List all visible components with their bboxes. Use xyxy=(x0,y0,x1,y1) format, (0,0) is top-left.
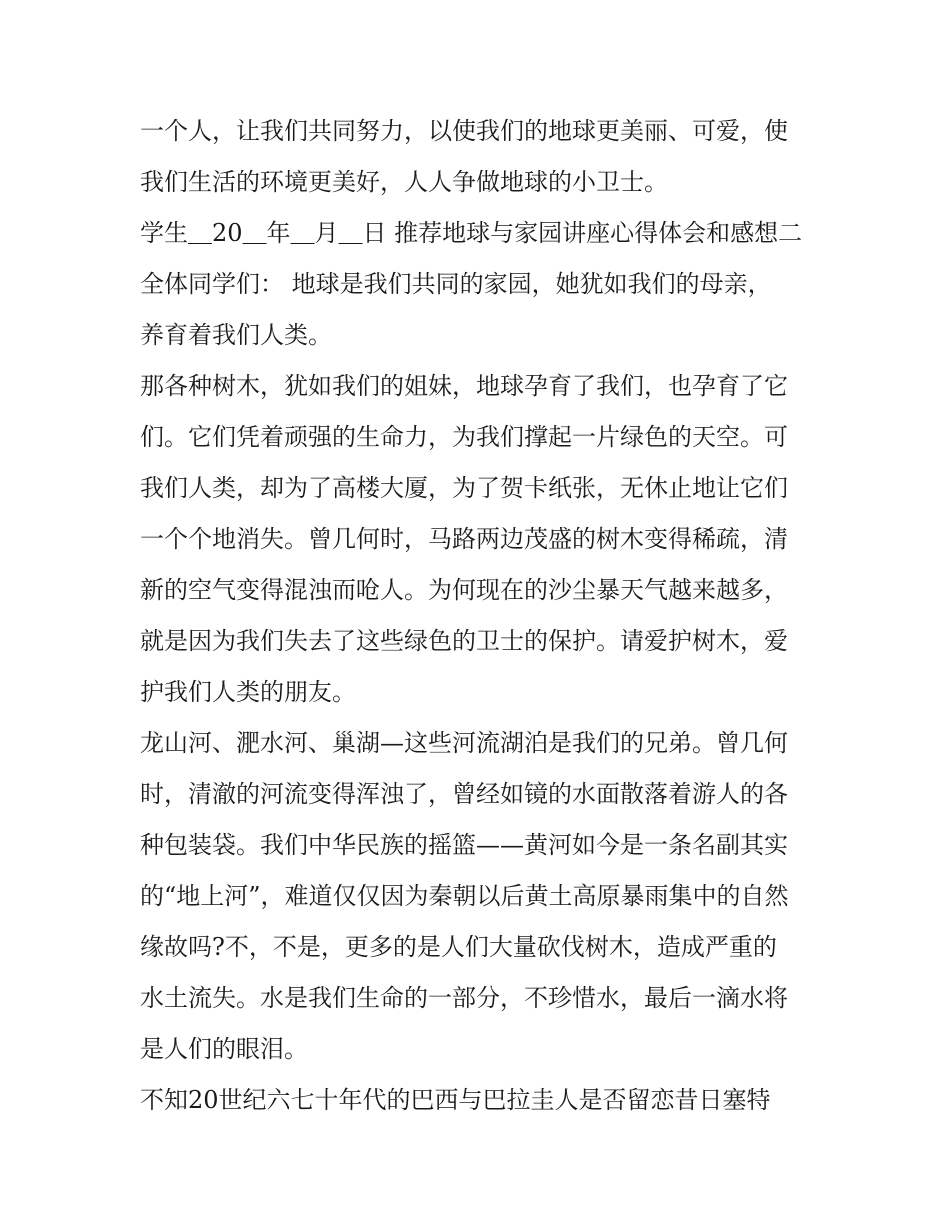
text-line: 是人们的眼泪。 xyxy=(140,1035,308,1063)
text-line: 新的空气变得混浊而呛人。为何现在的沙尘暴天气越来越多， xyxy=(140,576,788,604)
document-body xyxy=(140,108,820,1128)
paragraph-brazil xyxy=(140,1077,820,1128)
paragraph-signature-heading xyxy=(140,210,820,261)
text-line: 一个人，让我们共同努力，以使我们的地球更美丽、可爱，使 xyxy=(140,117,788,145)
text-line: 全体同学们： 地球是我们共同的家园，她犹如我们的母亲， xyxy=(140,270,772,298)
text-line: 养育着我们人类。 xyxy=(140,321,332,349)
paragraph-greeting xyxy=(140,261,820,363)
text-line: 那各种树木，犹如我们的姐妹，地球孕育了我们，也孕育了它 xyxy=(140,372,788,400)
text-line: 一个个地消失。曾几何时，马路两边茂盛的树木变得稀疏，清 xyxy=(140,525,788,553)
text-line: 不知20世纪六七十年代的巴西与巴拉圭人是否留恋昔日塞特 xyxy=(140,1086,771,1114)
text-line: 学生＿20＿年＿月＿日 推荐地球与家园讲座心得体会和感想二 xyxy=(140,219,803,247)
text-line: 的“地上河”，难道仅仅因为秦朝以后黄土高原暴雨集中的自然 xyxy=(140,882,789,910)
text-line: 水土流失。水是我们生命的一部分，不珍惜水，最后一滴水将 xyxy=(140,984,788,1012)
text-line: 缘故吗?不，不是，更多的是人们大量砍伐树木，造成严重的 xyxy=(140,933,777,961)
text-line: 时，清澈的河流变得浑浊了，曾经如镜的水面散落着游人的各 xyxy=(140,780,788,808)
text-line: 我们生活的环境更美好，人人争做地球的小卫士。 xyxy=(140,168,668,196)
text-line: 们。它们凭着顽强的生命力，为我们撑起一片绿色的天空。可 xyxy=(140,423,788,451)
paragraph-rivers xyxy=(140,720,820,1077)
text-line: 护我们人类的朋友。 xyxy=(140,678,356,706)
text-line: 就是因为我们失去了这些绿色的卫士的保护。请爱护树木，爱 xyxy=(140,627,788,655)
text-line: 龙山河、淝水河、巢湖—这些河流湖泊是我们的兄弟。曾几何 xyxy=(140,729,788,757)
paragraph-closing xyxy=(140,108,820,210)
paragraph-trees xyxy=(140,363,820,720)
text-line: 我们人类，却为了高楼大厦，为了贺卡纸张，无休止地让它们 xyxy=(140,474,788,502)
text-line: 种包装袋。我们中华民族的摇篮——黄河如今是一条名副其实 xyxy=(140,831,788,859)
